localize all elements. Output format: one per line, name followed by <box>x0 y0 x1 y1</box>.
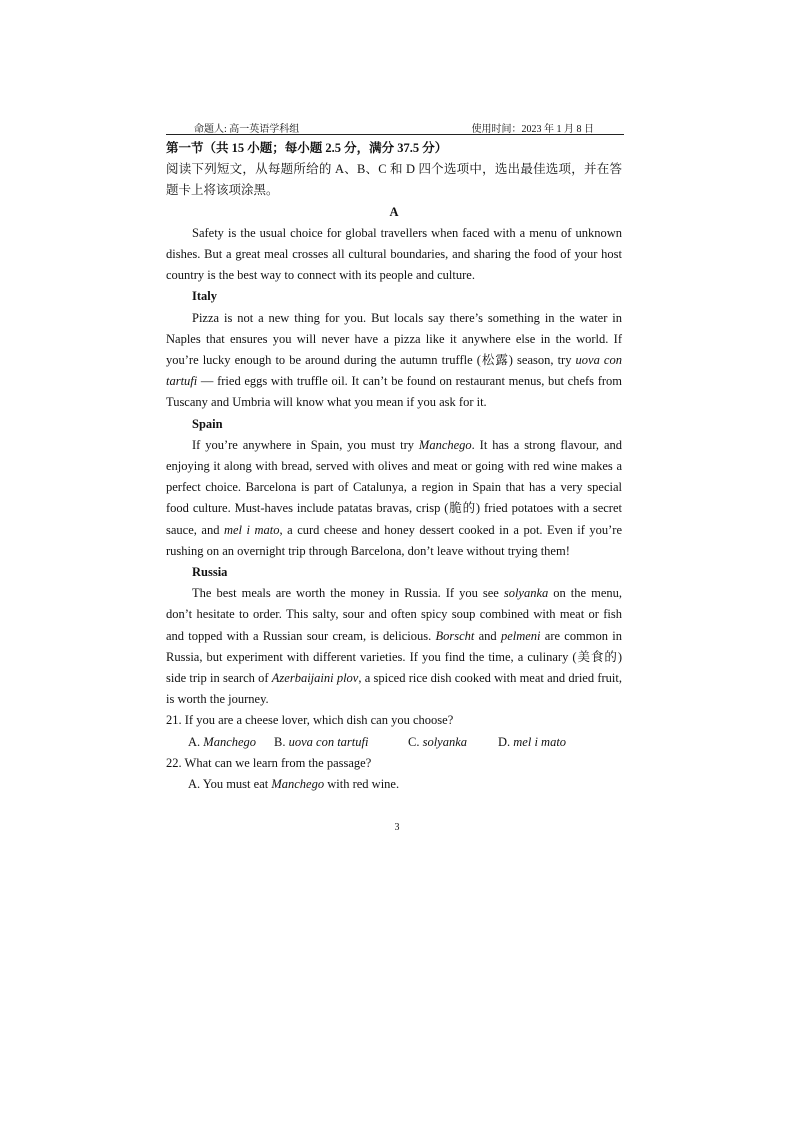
option-c <box>408 732 498 753</box>
question-22-option-a <box>166 774 622 795</box>
section-title: 第一节（共 15 小题；每小题 2.5 分，满分 37.5 分） <box>166 141 448 155</box>
dish-name: pelmeni <box>500 628 541 643</box>
option-text: Manchego <box>203 734 257 749</box>
question-22: 22. What can we learn from the passage? <box>166 755 372 770</box>
heading-italy: Italy <box>192 289 217 304</box>
passage-letter: A <box>389 204 399 219</box>
text-run: , a curd cheese and honey dessert cooked in a pot. Even if you’re rushing on an overnight trip through Barcelona, don’t leave without trying them! <box>166 522 623 558</box>
page-header <box>166 119 624 135</box>
text-run: A. You must eat <box>188 777 272 792</box>
text-run: are common in Russia, but experiment with different varieties. If you find the time, a culinary (美食的) side trip in search of <box>166 628 622 686</box>
option-key: B. <box>274 734 289 749</box>
text-run: . It has a strong flavour, and enjoying it along with bread, served with olives and meat or going with red wine makes a perfect choice. Barcelona is part of Catalunya, a region in Spain that has a very special food culture. Must-haves include patatas bravas, crisp (脆的) fried potatoes with a secret sauce, and <box>166 437 622 537</box>
text-run: — fried eggs with truffle oil. It can’t be found on restaurant menus, but chefs from Tuscany and Umbria will know what you mean if you ask for it. <box>166 374 622 410</box>
option-b <box>274 732 408 753</box>
page-number: 3 <box>394 822 400 833</box>
text-run: with red wine. <box>324 777 400 792</box>
heading-spain: Spain <box>192 416 223 431</box>
option-text: mel i mato <box>513 734 567 749</box>
dish-name: solyanka <box>503 586 549 601</box>
option-d <box>498 732 566 753</box>
question-21-options <box>166 732 622 753</box>
dish-name: uova con tartufi <box>166 353 622 389</box>
paragraph-russia <box>166 583 622 710</box>
dish-name: Manchego <box>271 777 325 792</box>
text-run: on the menu, don’t hesitate to order. This salty, sour and often spicy soup combined with meat or fish and topped with a Russian sour cream, is delicious. <box>166 586 622 643</box>
main-content <box>166 138 622 795</box>
option-text: uova con tartufi <box>288 734 369 749</box>
date-label: 使用时间：2023 年 1 月 8 日 <box>471 124 594 135</box>
dish-name: mel i mato <box>223 522 280 537</box>
option-a <box>188 732 274 753</box>
text-run: If you’re anywhere in Spain, you must try <box>192 437 419 452</box>
author-label: 命题人: 高一英语学科组 <box>194 124 300 135</box>
heading-russia: Russia <box>192 565 228 580</box>
section-instruction: 阅读下列短文，从每题所给的 A、B、C 和 D 四个选项中，选出最佳选项，并在答题卡上将该项涂黑。 <box>166 162 622 198</box>
text-run: The best meals are worth the money in Russia. If you see <box>192 586 504 601</box>
paragraph-spain <box>166 435 622 562</box>
option-key: A. <box>188 734 204 749</box>
paragraph-italy <box>166 308 622 414</box>
option-text: solyanka <box>422 734 468 749</box>
option-key: C. <box>408 734 423 749</box>
text-run: and <box>474 628 501 643</box>
dish-name: Azerbaijaini plov <box>271 671 359 686</box>
option-key: D. <box>498 734 514 749</box>
question-21: 21. If you are a cheese lover, which dish can you choose? <box>166 713 454 728</box>
text-run: , a spiced rice dish cooked with meat and dried fruit, is worth the journey. <box>166 671 622 707</box>
dish-name: Manchego <box>418 437 472 452</box>
text-run: Pizza is not a new thing for you. But locals say there’s something in the water in Naples that ensures you will never have a pizza like it anywhere else in the world. If you’re lucky enough to be around during the autumn truffle (松露) season, try <box>166 310 622 368</box>
passage-intro: Safety is the usual choice for global travellers when faced with a menu of unknown dishes. But a great meal crosses all cultural boundaries, and sharing the food of your host country is the best way to connect with its people and culture. <box>166 225 622 283</box>
dish-name: Borscht <box>435 628 475 643</box>
